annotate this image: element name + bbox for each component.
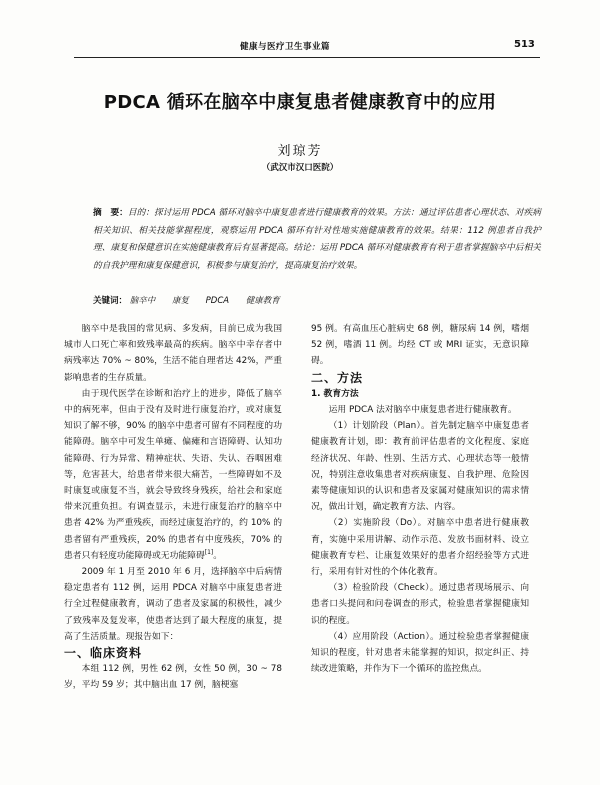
body-column-right — [311, 321, 529, 677]
subsection-heading: 1. 教育方法 — [311, 388, 359, 399]
paragraph-end: 。 — [213, 550, 223, 561]
keyword: PDCA — [205, 296, 230, 306]
body-paragraph: 本组 112 例，男性 62 例，女性 50 例，30 ~ 78 岁，平均 59 岁；其中脑出血 17 例，脑梗塞 — [64, 664, 282, 691]
article-title: PDCA 循环在脑卒中康复患者健康教育中的应用 — [103, 92, 497, 113]
body-column-left — [64, 321, 282, 694]
body-paragraph: 脑卒中是我国的常见病、多发病，目前已成为我国城市人口死亡率和致残率最高的疾病。脑卒中幸存者中病残率达 70% ~ 80%，生活不能自理者达 42%，严重影响患者的生存质量。 — [64, 324, 282, 383]
abstract — [93, 205, 541, 276]
keyword: 康复 — [171, 296, 189, 306]
header-divider — [74, 57, 540, 58]
body-paragraph: （2）实施阶段（Do）。对脑卒中患者进行健康教育，实施中采用讲解、动作示范、发放书面材料、设立健康教育专栏、让康复效果好的患者介绍经验等方式进行，采用有针对性的个体化教育。 — [311, 518, 529, 578]
author-name: 刘琼芳 — [277, 144, 323, 159]
keywords — [93, 294, 541, 306]
section-heading: 一、临床资料 — [64, 646, 143, 661]
abstract-label: 摘 要： — [93, 208, 128, 218]
body-paragraph: （3）检验阶段（Check）。通过患者现场展示、向患者口头提问和问卷调查的形式，检验患者掌握健康知识的程度。 — [311, 583, 529, 626]
journal-title: 健康与医疗卫生事业篇 — [240, 42, 331, 52]
page-number: 513 — [514, 39, 535, 50]
keyword: 脑卒中 — [129, 296, 156, 306]
body-paragraph: 95 例。有高血压心脏病史 68 例，糖尿病 14 例，嗜烟 52 例，嗜酒 11 例。均经 CT 或 MRI 证实，无意识障碍。 — [311, 324, 529, 367]
paragraph-text: 由于现代医学在诊断和治疗上的进步，降低了脑卒中的病死率，但由于没有及时进行康复治疗，或对康复知识了解不够，90% 的脑卒中患者可留有不同程度的功能障碍。脑卒中可发生单瘫、偏瘫和言语障碍、认知功能障碍、行为异常、精神症状、失语、失认、吞咽困难等，危害甚大，给患者带来很大痛苦，一些障碍如不及时康复或康复不当，就会导致终身残疾，给社会和家庭带来沉重负担。有调查显示，未进行康复治疗的脑卒中患者 42% 为严重残疾，而经过康复治疗的，约 10% 的患者留有严重残疾，20% 的患者有中度残疾，70% 的患者只有轻度功能障碍或无功能障碍 — [64, 388, 282, 561]
section-heading: 二、方法 — [311, 370, 364, 385]
body-paragraph: 运用 PDCA 法对脑卒中康复患者进行健康教育。 — [328, 405, 517, 416]
keyword: 健康教育 — [245, 296, 280, 306]
body-paragraph — [64, 386, 282, 564]
body-paragraph: （4）应用阶段（Action）。通过检验患者掌握健康知识的程度，针对患者未能掌握的知识，拟定纠正、持续改进策略，并作为下一个循环的监控焦点。 — [311, 631, 529, 675]
keywords-label: 关键词： — [93, 296, 128, 306]
author-affiliation: （武汉市汉口医院） — [261, 163, 339, 173]
running-head — [0, 40, 600, 54]
body-paragraph: 2009 年 1 月至 2010 年 6 月，选择脑卒中后病情稳定患者有 112 例，运用 PDCA 对脑卒中康复患者进行全过程健康教育，调动了患者及家属的积极性，减少了致残率及复发率，使患者达到了最大程度的康复，提高了生活质量。现报告如下： — [64, 567, 282, 642]
citation-ref: [1] — [204, 548, 214, 556]
body-paragraph: （1）计划阶段（Plan）。首先制定脑卒中康复患者健康教育计划，即：教育前评估患者的文化程度、家庭经济状况、年龄、性别、生活方式、心理状态等一般情况，特别注意收集患者对疾病康复、自我护理、危险因素等健康知识的认识和患者及家属对健康知识的需求情况，做出计划，确定教育方法、内容。 — [311, 421, 529, 513]
abstract-text: 目的：探讨运用 PDCA 循环对脑卒中康复患者进行健康教育的效果。方法：通过评估患者心理状态、对疾病相关知识、相关技能掌握程度，观察运用 PDCA 循环有针对性地实施健康教育的效果。结果：112 例患者自我护理、康复和保健意识在实施健康教育后有显著提高。结论：运用 PDCA 循环对健康教育有利于患者掌握脑卒中后相关的自我护理和康复保健意识，积极参与康复治疗，提高康复治疗效果。 — [93, 208, 541, 272]
